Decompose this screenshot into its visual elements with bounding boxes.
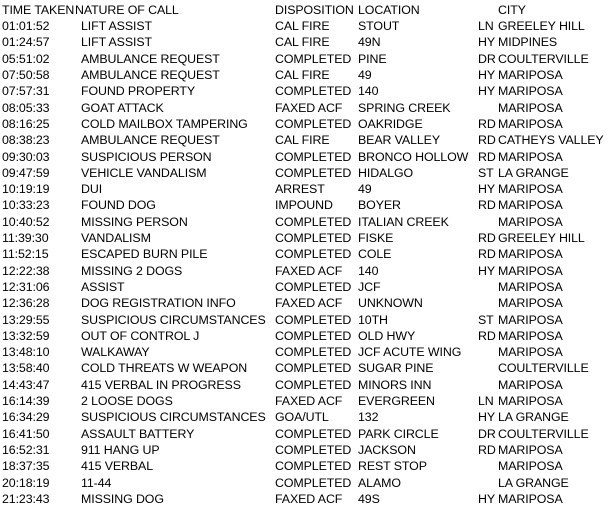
cell-location: 49 bbox=[358, 68, 372, 82]
cell-city: MARIPOSA bbox=[498, 116, 563, 131]
cell-street-suffix: HY bbox=[478, 263, 496, 278]
cell-location: STOUT bbox=[358, 19, 400, 34]
cell-disposition: COMPLETED bbox=[275, 51, 352, 66]
table-row bbox=[0, 360, 614, 376]
cell-city: LA GRANGE bbox=[498, 165, 569, 180]
cell-location: MINORS INN bbox=[358, 377, 432, 392]
cell-time: 12:31:06 bbox=[2, 279, 50, 294]
cell-street-suffix: HY bbox=[478, 491, 496, 506]
table-row bbox=[0, 458, 614, 474]
cell-city: GREELEY HILL bbox=[498, 19, 585, 34]
cell-time: 12:36:28 bbox=[2, 296, 50, 311]
table-row bbox=[0, 312, 614, 328]
cell-street-suffix: RD bbox=[478, 328, 496, 343]
table-row bbox=[0, 263, 614, 279]
cell-disposition: COMPLETED bbox=[275, 165, 352, 180]
cell-city: MARIPOSA bbox=[498, 279, 563, 294]
table-row bbox=[0, 83, 614, 99]
cell-location: BOYER bbox=[358, 198, 401, 213]
cell-location: 10TH bbox=[358, 312, 388, 327]
cell-city: LA GRANGE bbox=[498, 410, 569, 425]
cell-location: ITALIAN CREEK bbox=[358, 214, 449, 229]
cell-nature: COLD MAILBOX TAMPERING bbox=[81, 116, 248, 131]
cell-street-suffix: LN bbox=[478, 394, 494, 408]
cell-nature: 2 LOOSE DOGS bbox=[81, 394, 173, 408]
cell-nature: MISSING 2 DOGS bbox=[81, 263, 183, 278]
table-row bbox=[0, 230, 614, 246]
cell-time: 09:30:03 bbox=[2, 149, 50, 164]
cell-nature: LIFT ASSIST bbox=[81, 35, 152, 50]
cell-time: 10:19:19 bbox=[2, 182, 50, 197]
table-row bbox=[0, 279, 614, 295]
cell-nature: 911 HANG UP bbox=[81, 442, 160, 457]
cell-city: MARIPOSA bbox=[498, 100, 563, 115]
cell-time: 05:51:02 bbox=[2, 51, 50, 66]
cell-location: BEAR VALLEY bbox=[358, 133, 441, 148]
cell-time: 21:23:43 bbox=[2, 491, 50, 506]
cell-disposition: CAL FIRE bbox=[275, 133, 330, 148]
cell-time: 11:39:30 bbox=[2, 231, 49, 245]
cell-time: 01:01:52 bbox=[2, 19, 50, 34]
cell-street-suffix: RD bbox=[478, 116, 496, 131]
table-row bbox=[0, 214, 614, 230]
header-city: CITY bbox=[498, 3, 526, 17]
cell-street-suffix: DR bbox=[478, 426, 496, 441]
cell-location: PINE bbox=[358, 51, 387, 66]
cell-disposition: FAXED ACF bbox=[275, 263, 343, 278]
cell-nature: MISSING DOG bbox=[81, 491, 164, 506]
cell-nature: VEHICLE VANDALISM bbox=[81, 165, 207, 180]
cell-city: MARIPOSA bbox=[498, 296, 563, 311]
cell-street-suffix: HY bbox=[478, 182, 496, 197]
cell-city: GREELEY HILL bbox=[498, 231, 585, 245]
table-row bbox=[0, 377, 614, 393]
cell-street-suffix: ST bbox=[478, 312, 494, 327]
cell-location: EVERGREEN bbox=[358, 394, 435, 408]
table-row bbox=[0, 426, 614, 442]
cell-street-suffix: HY bbox=[478, 410, 496, 425]
cell-time: 10:33:23 bbox=[2, 198, 50, 213]
table-row bbox=[0, 149, 614, 165]
cell-location: JACKSON bbox=[358, 442, 416, 457]
cell-location: SUGAR PINE bbox=[358, 361, 434, 376]
cell-city: MARIPOSA bbox=[498, 182, 563, 197]
cell-disposition: COMPLETED bbox=[275, 361, 352, 376]
header-time-taken: TIME TAKEN bbox=[2, 3, 75, 17]
table-row bbox=[0, 475, 614, 491]
cell-time: 08:38:23 bbox=[2, 133, 50, 148]
cell-location: 49 bbox=[358, 182, 372, 197]
cell-nature: DUI bbox=[81, 182, 103, 197]
cell-time: 12:22:38 bbox=[2, 263, 50, 278]
cell-disposition: FAXED ACF bbox=[275, 296, 343, 311]
header-disposition: DISPOSITION bbox=[275, 3, 354, 17]
cell-city: MARIPOSA bbox=[498, 68, 563, 82]
cell-disposition: COMPLETED bbox=[275, 279, 352, 294]
cell-time: 13:32:59 bbox=[2, 328, 50, 343]
cell-time: 08:05:33 bbox=[2, 100, 50, 115]
header-nature-of-call: NATURE OF CALL bbox=[75, 3, 179, 17]
cell-nature: ASSIST bbox=[81, 279, 125, 294]
cell-nature: DOG REGISTRATION INFO bbox=[81, 296, 236, 311]
cell-nature: ESCAPED BURN PILE bbox=[81, 247, 208, 262]
cell-disposition: CAL FIRE bbox=[275, 19, 330, 34]
cell-location: JCF ACUTE WING bbox=[358, 345, 462, 360]
cell-disposition: COMPLETED bbox=[275, 247, 352, 262]
cell-street-suffix: HY bbox=[478, 35, 496, 50]
cell-time: 13:58:40 bbox=[2, 361, 50, 376]
cell-nature: SUSPICIOUS PERSON bbox=[81, 149, 212, 164]
cell-location: 49N bbox=[358, 35, 381, 50]
cell-disposition: CAL FIRE bbox=[275, 68, 330, 82]
cell-time: 16:41:50 bbox=[2, 426, 50, 441]
cell-street-suffix: RD bbox=[478, 231, 496, 245]
table-row bbox=[0, 34, 614, 50]
cell-nature: AMBULANCE REQUEST bbox=[81, 68, 220, 82]
cell-nature: AMBULANCE REQUEST bbox=[81, 133, 220, 148]
cell-disposition: COMPLETED bbox=[275, 377, 352, 392]
cell-time: 08:16:25 bbox=[2, 116, 50, 131]
cell-disposition: COMPLETED bbox=[275, 214, 352, 229]
table-row bbox=[0, 165, 614, 181]
cell-disposition: GOA/UTL bbox=[275, 410, 329, 425]
cell-nature: COLD THREATS W WEAPON bbox=[81, 361, 248, 376]
cell-nature: SUSPICIOUS CIRCUMSTANCES bbox=[81, 312, 266, 327]
cell-time: 18:37:35 bbox=[2, 459, 50, 474]
cell-location: 140 bbox=[358, 263, 379, 278]
cell-time: 16:14:39 bbox=[2, 394, 50, 408]
table-row bbox=[0, 132, 614, 148]
cell-disposition: COMPLETED bbox=[275, 459, 352, 474]
table-row bbox=[0, 18, 614, 34]
cell-disposition: COMPLETED bbox=[275, 231, 352, 245]
cell-nature: AMBULANCE REQUEST bbox=[81, 51, 220, 66]
cell-disposition: COMPLETED bbox=[275, 84, 352, 99]
cell-street-suffix: RD bbox=[478, 198, 496, 213]
cell-nature: OUT OF CONTROL J bbox=[81, 328, 200, 343]
cell-nature: FOUND DOG bbox=[81, 198, 156, 213]
cell-nature: 415 VERBAL IN PROGRESS bbox=[81, 377, 241, 392]
cell-location: FISKE bbox=[358, 231, 394, 245]
cell-nature: 415 VERBAL bbox=[81, 459, 154, 474]
cell-time: 01:24:57 bbox=[2, 35, 50, 50]
cell-street-suffix: HY bbox=[478, 68, 496, 82]
cell-disposition: IMPOUND bbox=[275, 198, 333, 213]
cell-city: MARIPOSA bbox=[498, 263, 563, 278]
table-row bbox=[0, 491, 614, 507]
table-row bbox=[0, 344, 614, 360]
cell-disposition: COMPLETED bbox=[275, 442, 352, 457]
cell-nature: SUSPICIOUS CIRCUMSTANCES bbox=[81, 410, 266, 425]
cell-location: SPRING CREEK bbox=[358, 100, 451, 115]
cell-city: COULTERVILLE bbox=[498, 51, 589, 66]
cell-street-suffix: RD bbox=[478, 149, 496, 164]
cell-street-suffix: DR bbox=[478, 51, 496, 66]
cell-city: MARIPOSA bbox=[498, 377, 563, 392]
table-row bbox=[0, 246, 614, 262]
cell-nature: GOAT ATTACK bbox=[81, 100, 164, 115]
cell-disposition: FAXED ACF bbox=[275, 394, 343, 408]
cell-street-suffix: RD bbox=[478, 247, 496, 262]
cell-time: 14:43:47 bbox=[2, 377, 50, 392]
cell-nature: 11-44 bbox=[81, 475, 112, 490]
header-location: LOCATION bbox=[358, 3, 420, 17]
cell-nature: FOUND PROPERTY bbox=[81, 84, 196, 99]
cell-time: 20:18:19 bbox=[2, 475, 50, 490]
cell-location: ALAMO bbox=[358, 475, 401, 490]
cell-location: 49S bbox=[358, 491, 380, 506]
table-row bbox=[0, 328, 614, 344]
table-row bbox=[0, 409, 614, 425]
cell-city: MARIPOSA bbox=[498, 312, 563, 327]
cell-nature: WALKAWAY bbox=[81, 345, 150, 360]
cell-disposition: CAL FIRE bbox=[275, 35, 330, 50]
table-row bbox=[0, 393, 614, 409]
table-row bbox=[0, 100, 614, 116]
cell-time: 10:40:52 bbox=[2, 214, 50, 229]
cell-location: JCF bbox=[358, 279, 381, 294]
cell-city: MARIPOSA bbox=[498, 345, 563, 360]
cell-city: MARIPOSA bbox=[498, 328, 563, 343]
cell-location: HIDALGO bbox=[358, 165, 414, 180]
cell-city: MARIPOSA bbox=[498, 214, 563, 229]
cell-city: MARIPOSA bbox=[498, 442, 563, 457]
cell-time: 16:34:29 bbox=[2, 410, 50, 425]
cell-disposition: COMPLETED bbox=[275, 149, 352, 164]
cell-nature: VANDALISM bbox=[81, 231, 151, 245]
cell-street-suffix: LN bbox=[478, 19, 494, 34]
cell-disposition: FAXED ACF bbox=[275, 100, 343, 115]
table-row bbox=[0, 51, 614, 67]
cell-city: CATHEYS VALLEY bbox=[498, 133, 604, 148]
cell-time: 13:48:10 bbox=[2, 345, 50, 360]
cell-disposition: ARREST bbox=[275, 182, 325, 197]
cell-location: REST STOP bbox=[358, 459, 427, 474]
cell-disposition: COMPLETED bbox=[275, 345, 352, 360]
cell-location: BRONCO HOLLOW bbox=[358, 149, 469, 164]
cell-disposition: COMPLETED bbox=[275, 475, 352, 490]
cell-street-suffix: ST bbox=[478, 165, 494, 180]
cell-city: MARIPOSA bbox=[498, 459, 563, 474]
cell-disposition: COMPLETED bbox=[275, 116, 352, 131]
cell-nature: ASSAULT BATTERY bbox=[81, 426, 195, 441]
cell-disposition: COMPLETED bbox=[275, 312, 352, 327]
table-row bbox=[0, 67, 614, 83]
cell-location: UNKNOWN bbox=[358, 296, 423, 311]
cell-nature: MISSING PERSON bbox=[81, 214, 188, 229]
cell-city: MARIPOSA bbox=[498, 84, 563, 99]
cell-street-suffix: HY bbox=[478, 84, 496, 99]
cell-time: 07:50:58 bbox=[2, 68, 50, 82]
cell-disposition: COMPLETED bbox=[275, 426, 352, 441]
cell-location: 140 bbox=[358, 84, 379, 99]
cell-city: COULTERVILLE bbox=[498, 361, 589, 376]
cell-city: MARIPOSA bbox=[498, 149, 563, 164]
table-row bbox=[0, 181, 614, 197]
cell-time: 09:47:59 bbox=[2, 165, 50, 180]
table-row bbox=[0, 295, 614, 311]
cell-city: MARIPOSA bbox=[498, 394, 563, 408]
table-row bbox=[0, 116, 614, 132]
cell-location: OAKRIDGE bbox=[358, 116, 423, 131]
cell-time: 07:57:31 bbox=[2, 84, 50, 99]
cell-location: COLE bbox=[358, 247, 392, 262]
cell-time: 13:29:55 bbox=[2, 312, 50, 327]
cell-city: LA GRANGE bbox=[498, 475, 569, 490]
cell-location: 132 bbox=[358, 410, 379, 425]
cell-city: MARIPOSA bbox=[498, 491, 563, 506]
table-row bbox=[0, 197, 614, 213]
header-row bbox=[0, 2, 614, 18]
cell-disposition: FAXED ACF bbox=[275, 491, 343, 506]
cell-city: MIDPINES bbox=[498, 35, 558, 50]
cell-city: MARIPOSA bbox=[498, 198, 563, 213]
cell-city: COULTERVILLE bbox=[498, 426, 589, 441]
cell-city: MARIPOSA bbox=[498, 247, 563, 262]
table-row bbox=[0, 442, 614, 458]
cell-location: OLD HWY bbox=[358, 328, 416, 343]
cell-time: 11:52:15 bbox=[2, 247, 49, 262]
cell-time: 16:52:31 bbox=[2, 442, 50, 457]
cell-location: PARK CIRCLE bbox=[358, 426, 439, 441]
cell-street-suffix: RD bbox=[478, 442, 496, 457]
cell-disposition: COMPLETED bbox=[275, 328, 352, 343]
cell-nature: LIFT ASSIST bbox=[81, 19, 152, 34]
cell-street-suffix: RD bbox=[478, 133, 496, 148]
